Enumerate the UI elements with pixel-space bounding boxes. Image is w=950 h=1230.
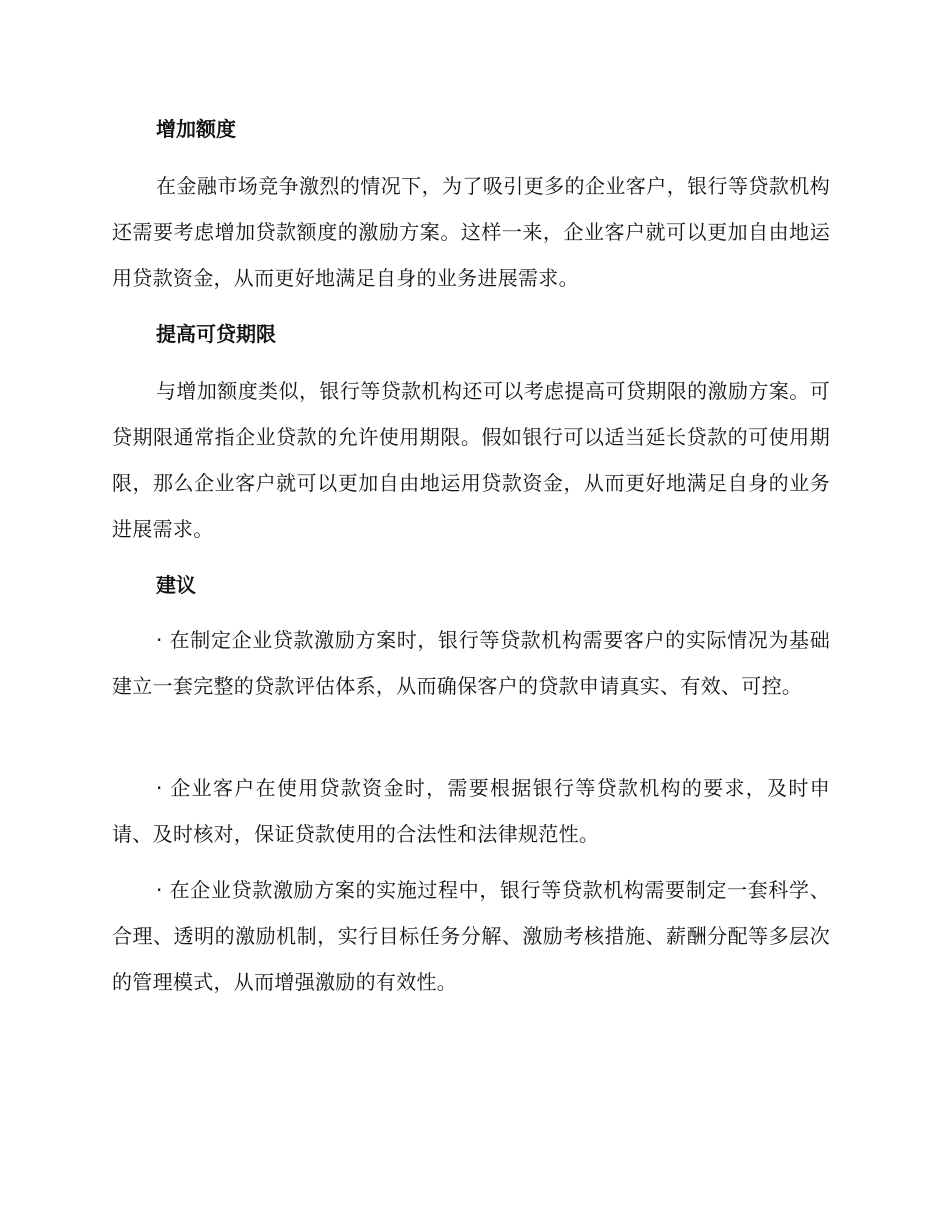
paragraph-extend-term: 与增加额度类似，银行等贷款机构还可以考虑提高可贷期限的激励方案。可贷期限通常指企业贷款的允许使用期限。假如银行可以适当延长贷款的可使用期限，那么企业客户就可以更加自由地运用贷款资金，从而更好地满足自身的业务进展需求。 xyxy=(112,379,830,541)
suggestion-item-2: · 企业客户在使用贷款资金时，需要根据银行等贷款机构的要求，及时申请、及时核对，保证贷款使用的合法性和法律规范性。 xyxy=(112,776,830,846)
section-title-suggestions: 建议 xyxy=(156,573,196,597)
suggestion-item-1: · 在制定企业贷款激励方案时，银行等贷款机构需要客户的实际情况为基础建立一套完整的贷款评估体系，从而确保客户的贷款申请真实、有效、可控。 xyxy=(112,628,830,698)
section-title-extend-term: 提高可贷期限 xyxy=(156,322,276,346)
paragraph-increase-limit: 在金融市场竞争激烈的情况下，为了吸引更多的企业客户，银行等贷款机构还需要考虑增加贷款额度的激励方案。这样一来，企业客户就可以更加自由地运用贷款资金，从而更好地满足自身的业务进展需求。 xyxy=(112,174,830,290)
suggestion-item-3: · 在企业贷款激励方案的实施过程中，银行等贷款机构需要制定一套科学、合理、透明的激励机制，实行目标任务分解、激励考核措施、薪酬分配等多层次的管理模式，从而增强激励的有效性。 xyxy=(112,878,830,994)
section-title-increase-limit: 增加额度 xyxy=(156,117,236,141)
